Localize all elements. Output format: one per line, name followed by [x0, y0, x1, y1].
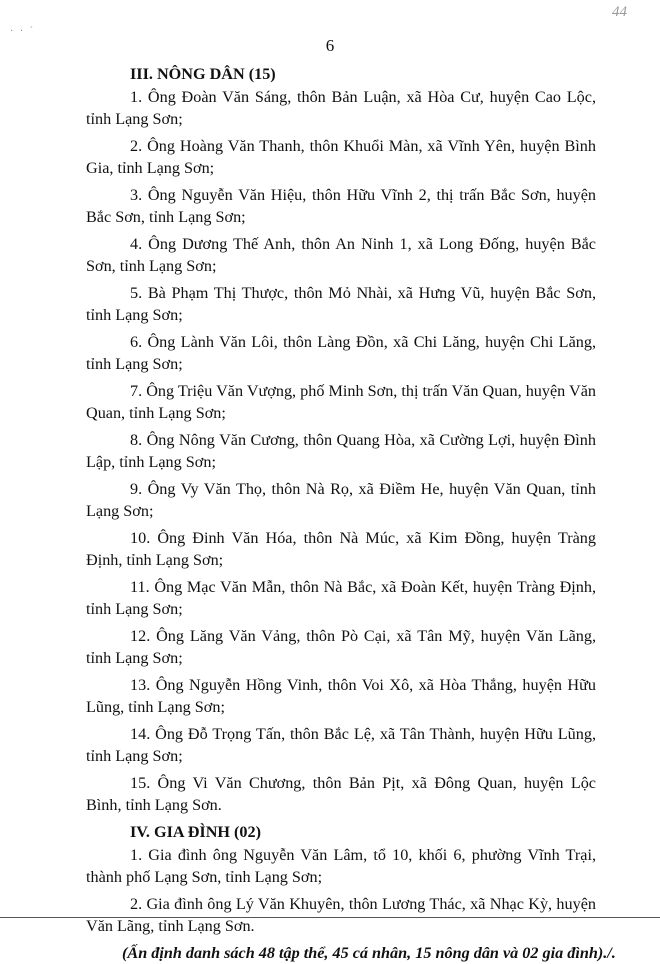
- list-item: 5. Bà Phạm Thị Thược, thôn Mỏ Nhài, xã Hưng Vũ, huyện Bắc Sơn, tỉnh Lạng Sơn;: [86, 284, 596, 324]
- document-body: [86, 63, 616, 964]
- list-item: 2. Ông Hoàng Văn Thanh, thôn Khuổi Màn, xã Vĩnh Yên, huyện Bình Gia, tỉnh Lạng Sơn;: [86, 137, 596, 177]
- scan-specks: · · ˊ: [10, 26, 35, 37]
- list-item: 13. Ông Nguyễn Hồng Vinh, thôn Voi Xô, xã Hòa Thắng, huyện Hữu Lũng, tỉnh Lạng Sơn;: [86, 676, 596, 716]
- list-item: 11. Ông Mạc Văn Mẫn, thôn Nà Bắc, xã Đoàn Kết, huyện Tràng Định, tỉnh Lạng Sơn;: [86, 578, 596, 618]
- list-item: 15. Ông Vi Văn Chương, thôn Bản Pịt, xã Đông Quan, huyện Lộc Bình, tỉnh Lạng Sơn.: [86, 774, 596, 814]
- section-heading-farmers: III. NÔNG DÂN (15): [130, 65, 276, 83]
- list-item: 10. Ông Đinh Văn Hóa, thôn Nà Múc, xã Kim Đồng, huyện Tràng Định, tỉnh Lạng Sơn;: [86, 529, 596, 569]
- list-item: 8. Ông Nông Văn Cương, thôn Quang Hòa, xã Cường Lợi, huyện Đình Lập, tỉnh Lạng Sơn;: [86, 431, 596, 471]
- scan-edge-line: [0, 917, 660, 918]
- list-item: 6. Ông Lành Văn Lôi, thôn Làng Đồn, xã Chi Lăng, huyện Chi Lăng, tỉnh Lạng Sơn;: [86, 333, 596, 373]
- list-item: 4. Ông Dương Thế Anh, thôn An Ninh 1, xã Long Đống, huyện Bắc Sơn, tỉnh Lạng Sơn;: [86, 235, 596, 275]
- list-item: 1. Ông Đoàn Văn Sáng, thôn Bản Luận, xã Hòa Cư, huyện Cao Lộc, tỉnh Lạng Sơn;: [86, 88, 596, 128]
- list-item: 3. Ông Nguyễn Văn Hiệu, thôn Hữu Vĩnh 2, thị trấn Bắc Sơn, huyện Bắc Sơn, tỉnh Lạng Sơn;: [86, 186, 596, 226]
- handwritten-page-mark: 44: [612, 4, 627, 20]
- page-number: 6: [325, 36, 335, 55]
- section-families: [86, 821, 596, 937]
- list-item: 14. Ông Đỗ Trọng Tấn, thôn Bắc Lệ, xã Tân Thành, huyện Hữu Lũng, tỉnh Lạng Sơn;: [86, 725, 596, 765]
- list-item: 12. Ông Lăng Văn Vảng, thôn Pò Cại, xã Tân Mỹ, huyện Văn Lãng, tỉnh Lạng Sơn;: [86, 627, 596, 667]
- list-item: 9. Ông Vy Văn Thọ, thôn Nà Rọ, xã Điềm He, huyện Văn Quan, tỉnh Lạng Sơn;: [86, 480, 596, 520]
- list-item: 1. Gia đình ông Nguyễn Văn Lâm, tổ 10, khối 6, phường Vĩnh Trại, thành phố Lạng Sơn, tỉnh Lạng Sơn;: [86, 846, 596, 886]
- section-heading-families: IV. GIA ĐÌNH (02): [130, 823, 262, 841]
- section-farmers: [86, 63, 596, 816]
- list-item: 7. Ông Triệu Văn Vượng, phố Minh Sơn, thị trấn Văn Quan, huyện Văn Quan, tỉnh Lạng Sơn;: [86, 382, 596, 422]
- list-item: 2. Gia đình ông Lý Văn Khuyên, thôn Lương Thác, xã Nhạc Kỳ, huyện Văn Lãng, tỉnh Lạng Sơn.: [86, 895, 596, 935]
- closing-note: (Ấn định danh sách 48 tập thể, 45 cá nhân, 15 nông dân và 02 gia đình)./.: [122, 944, 616, 962]
